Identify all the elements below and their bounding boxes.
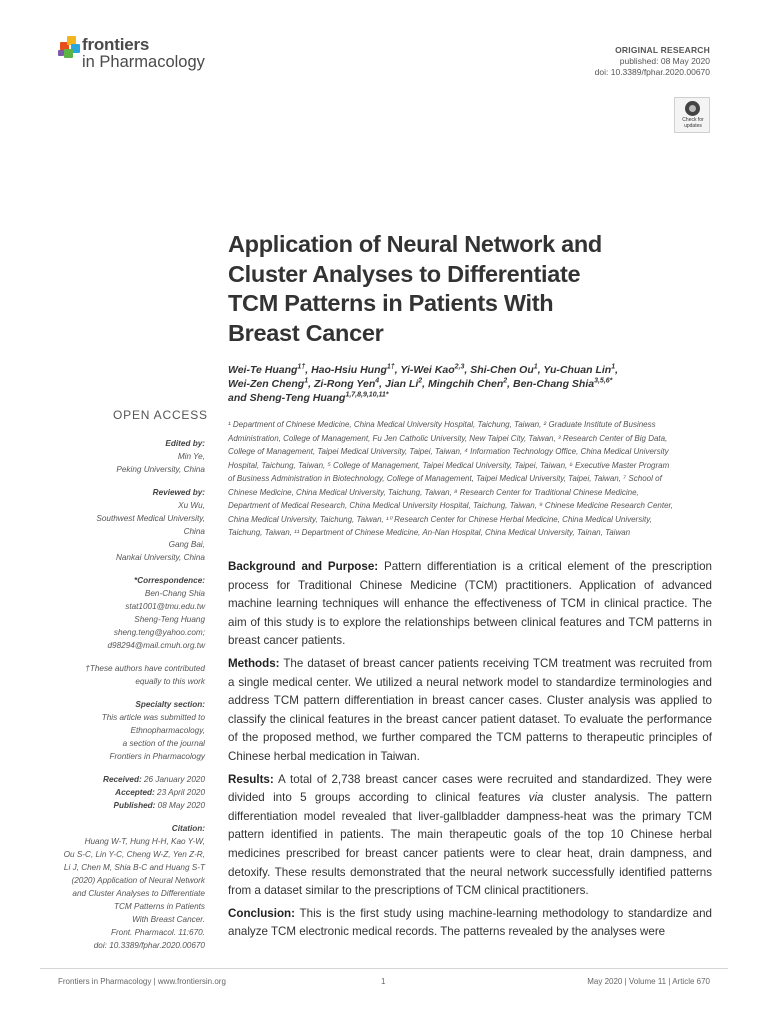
check-for-updates-badge[interactable] bbox=[674, 97, 710, 133]
specialty-label: Specialty section: bbox=[135, 700, 205, 709]
correspondence-email[interactable]: sheng.teng@yahoo.com; bbox=[113, 628, 205, 637]
author-list bbox=[228, 363, 712, 405]
author-affil-ref: 1 bbox=[304, 377, 309, 385]
abstract-results-label: Results: bbox=[228, 772, 274, 786]
open-access-label: OPEN ACCESS bbox=[113, 408, 208, 422]
author-line bbox=[228, 391, 712, 405]
correspondence-line: Sheng-Teng Huang bbox=[134, 615, 205, 624]
affiliation-line: of Business Administration in Biotechnology, College of Management, Taipei Medical University, Taipei, Taiwan, ⁷ School of bbox=[228, 474, 662, 483]
article-doi[interactable]: doi: 10.3389/fphar.2020.00670 bbox=[594, 67, 710, 77]
check-updates-line-2: updates bbox=[684, 122, 702, 129]
affiliation-line: College of Management, Taipei Medical University, Taipei, Taiwan, ⁴ Information Technology Office, China Medical University bbox=[228, 447, 669, 456]
citation-line: Ou S-C, Lin Y-C, Cheng W-Z, Yen Z-R, bbox=[63, 850, 205, 859]
abstract-results: Results: A total of 2,738 breast cancer cases were recruited and standardized. They were divided into 5 groups according to clinical features via cluster analysis. The pattern differentiation model revealed that liver-gallbladder dampness-heat was the primary TCM pattern identified in patients. The main therapeutic goals of the top 10 Chinese herbal medicines prescribed for breast cancer patients were to clear heat, drain dampness, and detoxify. These results demonstrated that the neural network successfully identified patterns from a dataset similar to the prescriptions of TCM clinical practitioners. bbox=[228, 772, 712, 898]
check-updates-line-1: Check for bbox=[682, 117, 704, 123]
footer-divider bbox=[40, 968, 728, 969]
specialty-block bbox=[40, 698, 205, 763]
editor-line: Peking University, China bbox=[116, 465, 205, 474]
citation-block bbox=[40, 822, 205, 952]
article-meta-header bbox=[595, 45, 710, 78]
author-affil-ref: 1 bbox=[533, 363, 538, 371]
reviewer-line: China bbox=[183, 527, 205, 536]
citation-label: Citation: bbox=[171, 824, 205, 833]
citation-line: TCM Patterns in Patients bbox=[113, 902, 205, 911]
citation-line: Li J, Chen M, Shia B-C and Huang S-T bbox=[63, 863, 205, 872]
edited-by-label: Edited by: bbox=[165, 439, 205, 448]
author-name[interactable]: Wei-Te Huang bbox=[228, 364, 298, 376]
citation-doi[interactable]: doi: 10.3389/fphar.2020.00670 bbox=[93, 941, 205, 950]
affiliation-line: China Medical University, Taichung, Taiwan, ¹⁰ Research Center for Chinese Herbal Medicine, China Medical University, bbox=[228, 514, 652, 524]
affiliation-line: Taichung, Taiwan, ¹¹ Department of Chinese Medicine, An-Nan Hospital, China Medical University, Tainan, Taiwan bbox=[228, 528, 631, 537]
contribution-line: †These authors have contributed bbox=[85, 664, 205, 673]
abstract-background-label: Background and Purpose: bbox=[228, 560, 379, 573]
correspondence-label: *Correspondence: bbox=[134, 576, 205, 585]
affiliation-line: Department of Medical Research, China Medical University Hospital, Taichung, Taiwan, ⁹ Chinese Medicine Research Center, bbox=[228, 501, 673, 510]
citation-line: Huang W-T, Hung H-H, Kao Y-W, bbox=[84, 837, 205, 846]
reviewed-by-block bbox=[40, 486, 205, 564]
correspondence-line: Ben-Chang Shia bbox=[144, 589, 205, 598]
author-name[interactable]: Yi-Wei Kao bbox=[400, 364, 455, 376]
title-line: Cluster Analyses to Differentiate bbox=[228, 260, 581, 287]
logo-square-purple bbox=[58, 50, 64, 56]
frontiers-logo-icon bbox=[58, 36, 82, 60]
dates-block bbox=[40, 773, 205, 812]
received-date: Received: 26 January 2020 bbox=[103, 775, 205, 784]
author-name[interactable]: Ben-Chang Shia bbox=[513, 378, 595, 390]
citation-line: (2020) Application of Neural Network bbox=[71, 876, 205, 885]
abstract-background: Background and Purpose: Pattern differentiation is a critical element of the prescription process for Traditional Chinese Medicine (TCM) practitioners. Application of advanced machine learning techniques will enhance the effectiveness of TCM in clinical practice. The aim of this study is to explore the relationships between clinical features and TCM patterns in breast cancer patients. bbox=[228, 560, 712, 648]
abstract-methods-label: Methods: bbox=[228, 656, 280, 670]
correspondence-email[interactable]: stat1001@tmu.edu.tw bbox=[125, 602, 205, 611]
specialty-line: Ethnopharmacology, bbox=[130, 726, 205, 735]
author-affil-ref: 1 bbox=[611, 363, 616, 371]
citation-line: and Cluster Analyses to Differentiate bbox=[72, 889, 205, 898]
contribution-note bbox=[40, 662, 205, 688]
author-name[interactable]: Jian Li bbox=[384, 378, 419, 390]
abstract bbox=[228, 558, 712, 946]
edited-by-block bbox=[40, 437, 205, 476]
footer-page-number: 1 bbox=[381, 977, 386, 986]
correspondence-email[interactable]: d98294@mail.cmuh.org.tw bbox=[107, 641, 205, 650]
abstract-methods: Methods: The dataset of breast cancer patients receiving TCM treatment was recruited from a single medical center. We utilized a neural network model to standardize terminologies and address TCM pattern differentiation in breast cancer cases. Cluster analysis was applied to classify the clinical features in the breast cancer patient dataset. To evaluate the performance of the proposed method, we further compared the TCM patterns to therapeutic principles of Chinese herbal medication in Taiwan. bbox=[228, 656, 712, 763]
affiliation-line: Chinese Medicine, China Medical University, Taichung, Taiwan, ⁸ Research Center for Traditional Chinese Medicine, bbox=[228, 487, 639, 497]
reviewer-line: Nankai University, China bbox=[115, 553, 205, 562]
author-name[interactable]: Yu-Chuan Lin bbox=[543, 364, 612, 376]
affiliation-line: Hospital, Taichung, Taiwan, ⁵ College of Management, Taipei Medical University, Taipei, Taiwan, ⁶ Executive Master Program bbox=[228, 460, 670, 470]
logo-wordmark: frontiers bbox=[82, 35, 150, 54]
author-affil-ref: 1† bbox=[297, 363, 306, 371]
specialty-line: Frontiers in Pharmacology bbox=[109, 752, 205, 761]
author-name[interactable]: Zi-Rong Yen bbox=[313, 378, 376, 390]
editor-line[interactable]: Min Ye, bbox=[177, 452, 205, 461]
article-title bbox=[228, 230, 708, 348]
affiliation-line: Administration, College of Management, Fu Jen Catholic University, New Taipei City, Taiwan, ³ Research Center of Big Data, bbox=[228, 433, 668, 443]
correspondence-block bbox=[40, 574, 205, 652]
footer-journal[interactable]: Frontiers in Pharmacology | www.frontiersin.org bbox=[58, 977, 226, 986]
published-date: published: 08 May 2020 bbox=[619, 56, 710, 66]
title-line: TCM Patterns in Patients With bbox=[228, 290, 554, 316]
article-type: ORIGINAL RESEARCH bbox=[615, 45, 710, 55]
author-name[interactable]: Wei-Zen Cheng bbox=[228, 378, 305, 390]
author-name[interactable]: Shi-Chen Ou bbox=[470, 364, 534, 376]
logo-square-green bbox=[64, 49, 73, 58]
title-line: Application of Neural Network and bbox=[228, 231, 602, 257]
author-name[interactable]: Hao-Hsiu Hung bbox=[311, 364, 387, 376]
author-affil-ref: 4 bbox=[375, 377, 380, 385]
logo-journal-name: in Pharmacology bbox=[82, 53, 205, 71]
accepted-date: Accepted: 23 April 2020 bbox=[115, 788, 205, 797]
author-affil-ref: 2,3 bbox=[454, 363, 465, 371]
author-name[interactable]: Mingchih Chen bbox=[428, 378, 504, 390]
contribution-line: equally to this work bbox=[135, 677, 205, 686]
citation-line: With Breast Cancer. bbox=[132, 915, 205, 924]
author-line: Wei-Zen Cheng$^1$, Zi-Rong Yen$^4$, Jian Li$^2$, Mingchih Chen$^2$, Ben-Chang Shia$^{3,5,6*}$ bbox=[228, 377, 613, 390]
specialty-line: a section of the journal bbox=[122, 739, 205, 748]
check-updates-icon bbox=[685, 101, 700, 116]
affiliation-line: ¹ Department of Chinese Medicine, China Medical University Hospital, Taichung, Taiwan, ² Graduate Institute of Business bbox=[228, 420, 656, 429]
author-name[interactable]: and Sheng-Teng Huang bbox=[228, 392, 346, 404]
author-affil-ref: 1† bbox=[386, 363, 395, 371]
footer-issue-info: May 2020 | Volume 11 | Article 670 bbox=[587, 977, 710, 986]
author-affil-ref: 3,5,6* bbox=[594, 377, 613, 385]
specialty-line: This article was submitted to bbox=[101, 713, 205, 722]
reviewer-line[interactable]: Gang Bai, bbox=[168, 540, 205, 549]
affiliations bbox=[228, 418, 712, 540]
citation-line: Front. Pharmacol. 11:670. bbox=[110, 928, 205, 937]
article-sidebar bbox=[40, 437, 205, 962]
reviewer-line[interactable]: Xu Wu, bbox=[178, 501, 205, 510]
published-date-side: Published: 08 May 2020 bbox=[113, 801, 205, 810]
reviewed-by-label: Reviewed by: bbox=[152, 488, 205, 497]
abstract-conclusion-label: Conclusion: bbox=[228, 906, 295, 920]
abstract-conclusion: Conclusion: This is the first study using machine-learning methodology to standardize and analyze TCM electronic medical records. The patterns revealed by the analyses were bbox=[228, 906, 712, 939]
author-affil-ref: 1,7,8,9,10,11* bbox=[345, 391, 389, 399]
author-affil-ref: 2 bbox=[503, 377, 508, 385]
title-line: Breast Cancer bbox=[228, 319, 384, 346]
author-affil-ref: 2 bbox=[418, 377, 423, 385]
author-line: Wei-Te Huang$^{1\dagger}$, Hao-Hsiu Hung$^{1\dagger}$, Yi-Wei Kao$^{2,3}$, Shi-Chen Ou$^1$, Yu-Chuan Lin$^1$, bbox=[228, 363, 619, 376]
reviewer-line: Southwest Medical University, bbox=[96, 514, 205, 523]
journal-logo bbox=[58, 34, 238, 82]
